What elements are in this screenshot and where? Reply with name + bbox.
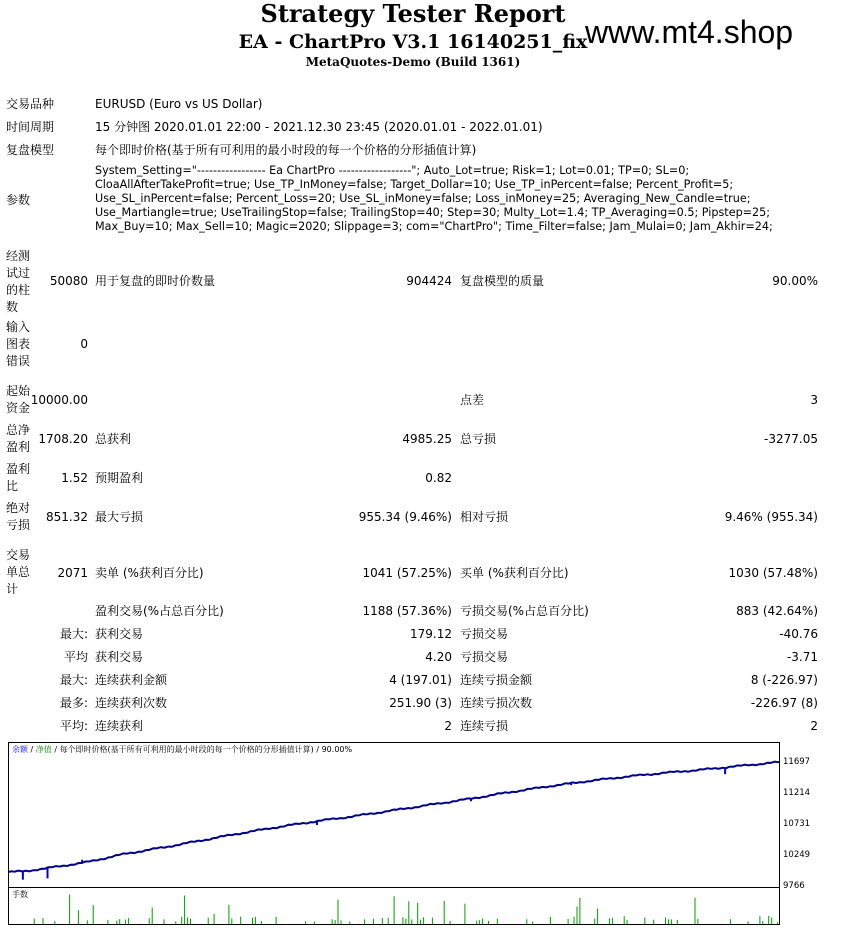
bars-label: 经测试过的柱数 — [6, 249, 31, 314]
consec-profit-label: 连续获利次数 — [95, 696, 168, 710]
consec-losses-value: 8 (-226.97) — [750, 673, 818, 687]
legend-sep-2: / — [51, 745, 60, 754]
volume-bar — [152, 908, 153, 925]
volume-label: 手数 — [12, 890, 28, 899]
params-value: System_Setting="----------------- Ea ChartPro ------------------"; Auto_Lot=true; Risk=1; Lot=0.01; TP=0; SL=0; CloaAllAfterTakeProfit=true; Use_TP_InMoney=false; Target_Dollar=10; Use_TP_inPercent=false; Percent_Profit=5; Use_SL_inPercent=false; Percent_Loss=20; Use_SL_inMoney=false; Loss_inMoney=25; Averaging_New_Candle=true; Use_Martiangle=true; UseTrailingStop=false; TrailingStop=40; Step=30; Multy_Lot=1.4; TP_Averaging=0.5; Pipstep=25; Max_Buy=10; Max_Sell=10; Magic=2020; Slippage=3; com="ChartPro"; Time_Filter=false; Jam_Mulai=0; Jam_Akhir=24; — [95, 164, 773, 233]
y-tick-label: 11697 — [783, 756, 811, 767]
quality-value: 90.00% — [772, 274, 818, 288]
legend-quality: 90.00% — [321, 745, 353, 754]
pf-value: 1.52 — [61, 471, 88, 485]
volume-plot — [9, 888, 779, 924]
profit-trades-value: 1188 (57.36%) — [362, 604, 452, 618]
avg-consec-wins-value: 2 — [444, 719, 452, 733]
largest-loss-label: 亏损交易 — [460, 627, 509, 641]
model-label: 复盘模型 — [6, 143, 55, 157]
volume-bar — [69, 895, 70, 924]
avg-profit-value: 4.20 — [425, 650, 452, 664]
x-axis-strip — [8, 924, 778, 928]
long-value: 1030 (57.48%) — [728, 566, 818, 580]
avg-consec-wins-label: 连续获利 — [95, 719, 144, 733]
ticks-value: 904424 — [406, 274, 452, 288]
most-prefix: 最多: — [59, 696, 88, 710]
deposit-value: 10000.00 — [30, 393, 88, 407]
reldd-label: 相对亏损 — [460, 510, 509, 524]
quality-label: 复盘模型的质量 — [460, 274, 545, 288]
largest-profit-value: 179.12 — [410, 627, 452, 641]
netprofit-label: 总净盈利 — [6, 423, 31, 454]
symbol-value: EURUSD (Euro vs US Dollar) — [95, 97, 263, 111]
report-title: Strategy Tester Report — [260, 0, 566, 28]
chart-plot — [9, 743, 779, 887]
errors-value: 0 — [80, 337, 88, 351]
legend-sep-3: / — [313, 745, 322, 754]
avg1-prefix: 平均 — [63, 650, 88, 664]
max1-prefix: 最大: — [59, 627, 88, 641]
volume-bar — [768, 916, 769, 924]
consec-wins-value: 4 (197.01) — [389, 673, 452, 687]
volume-bar — [338, 900, 339, 924]
volume-bar — [577, 906, 578, 924]
volume-bar — [417, 903, 418, 924]
spread-label: 点差 — [460, 393, 485, 407]
volume-bar — [759, 916, 760, 924]
volume-bar — [276, 917, 277, 924]
legend-equity: 净值 — [35, 745, 52, 754]
maxdd-label: 最大亏损 — [95, 510, 144, 524]
y-tick-label: 11214 — [783, 787, 811, 798]
period-label: 时间周期 — [6, 120, 55, 134]
maxdd-value: 955.34 (9.46%) — [358, 510, 452, 524]
avg-consec-losses-value: 2 — [810, 719, 818, 733]
volume-bar — [394, 896, 395, 924]
volume-chart — [8, 887, 780, 925]
volume-bar — [228, 905, 229, 924]
model-value: 每个即时价格(基于所有可利用的最小时段的每一个价格的分形插值计算) — [95, 143, 477, 157]
volume-bar — [184, 896, 185, 925]
short-label: 卖单 (%获利百分比) — [95, 566, 204, 580]
grossprofit-label: 总获利 — [95, 432, 132, 446]
volume-bar — [444, 901, 445, 924]
absdd-label: 绝对亏损 — [6, 501, 31, 532]
avg-loss-value: -3.71 — [786, 650, 818, 664]
volume-bar — [240, 917, 241, 924]
grossloss-label: 总亏损 — [460, 432, 497, 446]
consec-loss-label: 连续亏损次数 — [460, 696, 533, 710]
avg-profit-label: 获利交易 — [95, 650, 144, 664]
consec-losses-label: 连续亏损金额 — [460, 673, 533, 687]
volume-bar — [214, 914, 215, 924]
report-subtitle: EA - ChartPro V3.1 16140251_fix — [238, 31, 588, 53]
volume-bar — [464, 904, 465, 924]
volume-bar — [574, 917, 575, 924]
errors-label: 输入图表错误 — [6, 320, 31, 368]
build-info: MetaQuotes-Demo (Build 1361) — [305, 55, 521, 69]
y-tick-label: 9766 — [783, 881, 805, 891]
y-tick-label: 10731 — [783, 818, 811, 829]
trades-label: 交易单总计 — [6, 548, 31, 596]
balance-line — [9, 762, 779, 872]
avg-consec-losses-label: 连续亏损 — [460, 719, 509, 733]
volume-bar — [78, 910, 79, 924]
watermark: www.mt4.shop — [585, 14, 794, 50]
volume-bar — [695, 898, 696, 924]
volume-bar — [402, 917, 403, 924]
reldd-value: 9.46% (955.34) — [724, 510, 818, 524]
netprofit-value: 1708.20 — [38, 432, 88, 446]
largest-profit-label: 获利交易 — [95, 627, 144, 641]
legend-sep-1: / — [28, 745, 36, 754]
profit-trades-label: 盈利交易(%占总百分比) — [95, 604, 224, 618]
largest-loss-value: -40.76 — [779, 627, 818, 641]
short-value: 1041 (57.25%) — [362, 566, 452, 580]
expected-value: 0.82 — [425, 471, 452, 485]
consec-loss-value: -226.97 (8) — [750, 696, 818, 710]
params-label: 参数 — [6, 193, 31, 207]
volume-bar — [93, 905, 94, 924]
ticks-label: 用于复盘的即时价数量 — [95, 274, 216, 288]
bars-value: 50080 — [49, 274, 88, 288]
balance-chart — [8, 742, 780, 888]
volume-bar — [579, 898, 580, 924]
legend-model: 每个即时价格(基于所有可利用的最小时段的每一个价格的分形插值计算) — [59, 745, 314, 754]
symbol-label: 交易品种 — [6, 97, 55, 111]
volume-bar — [255, 917, 256, 924]
volume-bar — [597, 909, 598, 925]
avg2-prefix: 平均: — [59, 719, 88, 733]
spread-value: 3 — [810, 393, 818, 407]
y-tick-label: 10249 — [783, 849, 811, 860]
volume-bar — [624, 916, 625, 924]
grossloss-value: -3277.05 — [764, 432, 818, 446]
period-value: 15 分钟图 2020.01.01 22:00 - 2021.12.30 23:45 (2020.01.01 - 2022.01.01) — [95, 120, 543, 134]
grossprofit-value: 4985.25 — [402, 432, 452, 446]
volume-bar — [408, 901, 409, 924]
consec-wins-label: 连续获利金额 — [95, 673, 168, 687]
legend-balance: 余额 — [12, 745, 28, 754]
expected-label: 预期盈利 — [95, 471, 144, 485]
avg-loss-label: 亏损交易 — [460, 650, 509, 664]
volume-bar — [423, 917, 424, 924]
absdd-value: 851.32 — [46, 510, 88, 524]
trades-value: 2071 — [57, 566, 88, 580]
deposit-label: 起始资金 — [6, 384, 31, 415]
pf-label: 盈利比 — [6, 462, 31, 493]
volume-bar — [550, 917, 551, 924]
consec-profit-value: 251.90 (3) — [389, 696, 452, 710]
long-label: 买单 (%获利百分比) — [460, 566, 569, 580]
loss-trades-value: 883 (42.64%) — [736, 604, 818, 618]
loss-trades-label: 亏损交易(%占总百分比) — [460, 604, 589, 618]
volume-bar — [181, 917, 182, 924]
max2-prefix: 最大: — [59, 673, 88, 687]
